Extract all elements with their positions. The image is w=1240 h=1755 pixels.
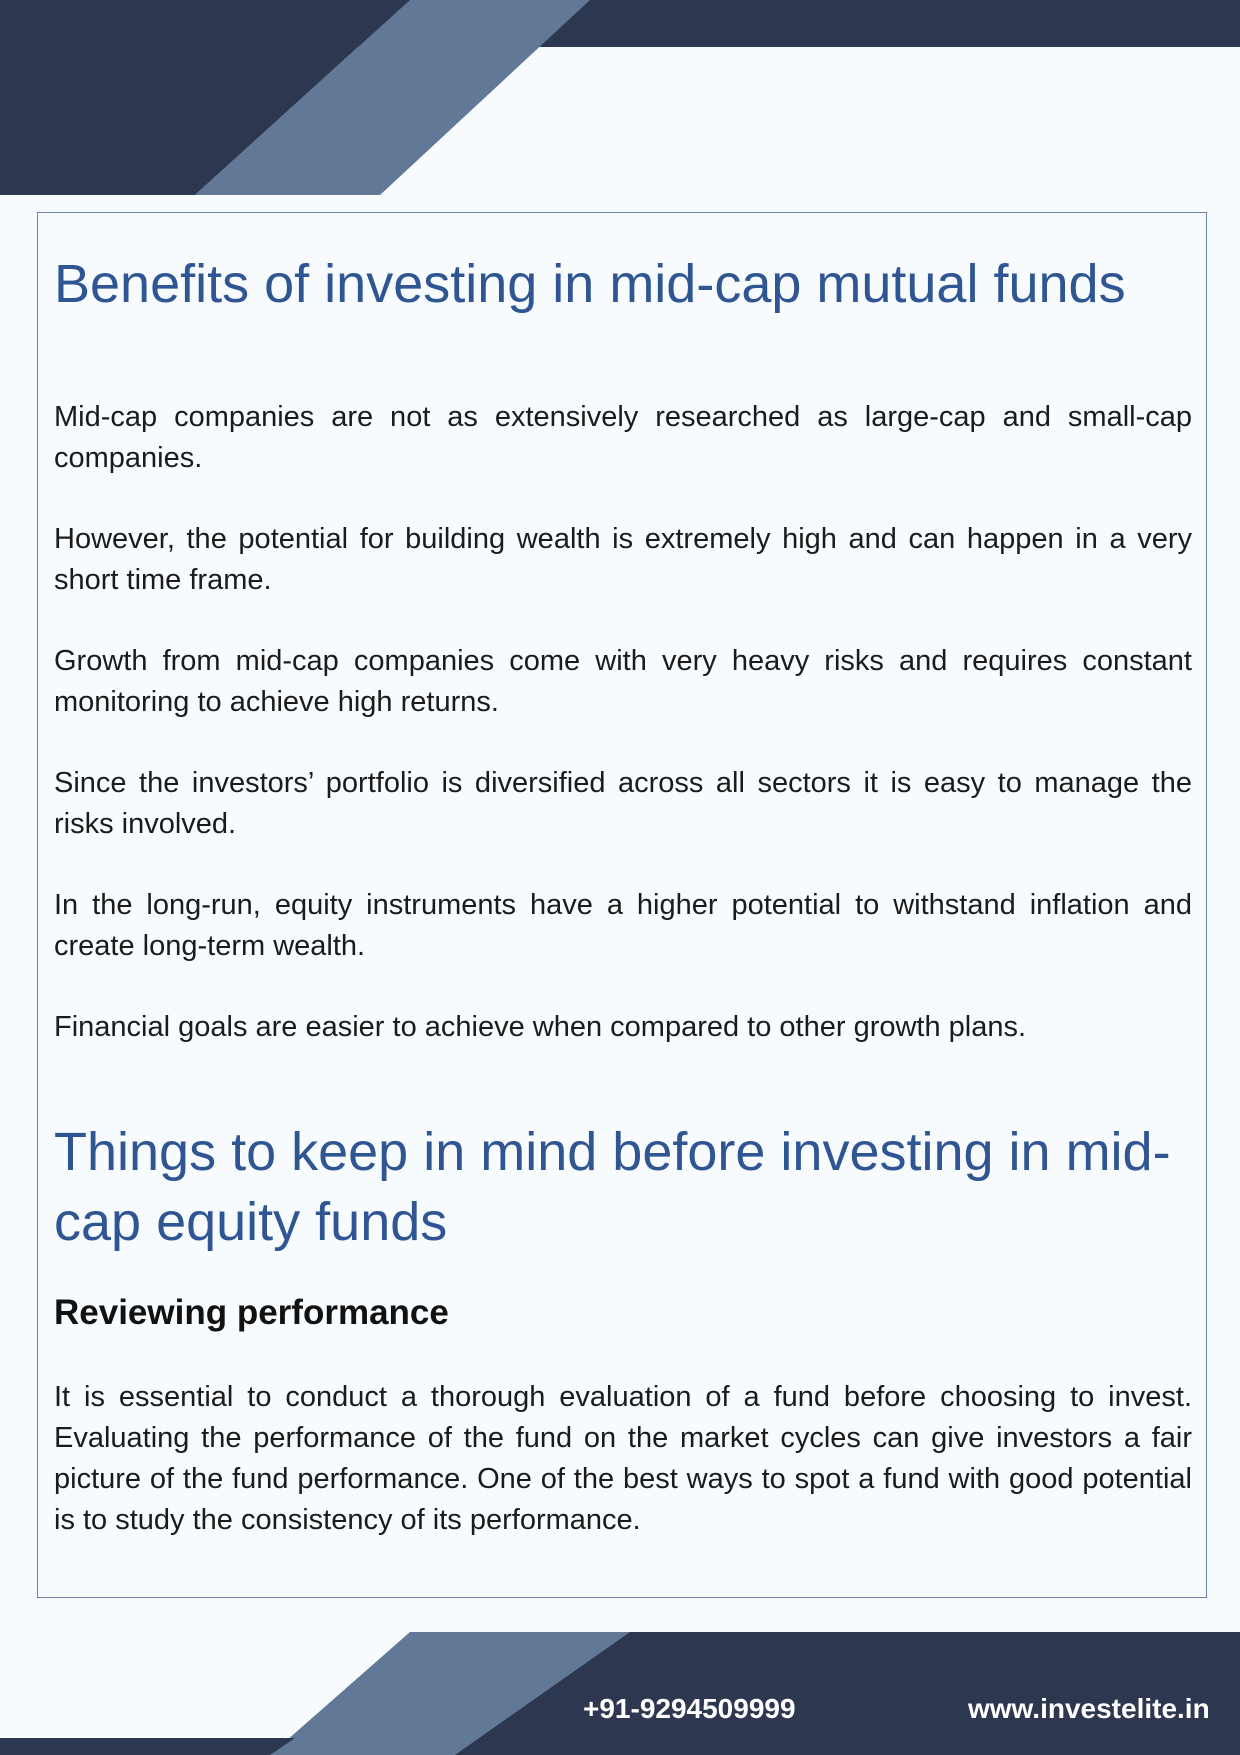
benefit-paragraph: Financial goals are easier to achieve when compared to other growth plans. xyxy=(54,1011,1027,1043)
benefit-paragraph: Mid-cap companies are not as extensively researched as large-cap and small-cap companies. xyxy=(54,401,1192,474)
reviewing-paragraph: It is essential to conduct a thorough evaluation of a fund before choosing to invest. Evaluating the performance of the fund on the market cycles can give investors a fair picture of the fund performance. One of the best ways to spot a fund with good potential is to study the consistency of its performance. xyxy=(54,1381,1192,1536)
heading-benefits: Benefits of investing in mid-cap mutual funds xyxy=(54,254,1126,314)
footer-phone: +91-9294509999 xyxy=(583,1693,796,1724)
benefit-paragraph: Growth from mid-cap companies come with very heavy risks and requires constant monitoring to achieve high returns. xyxy=(54,645,1192,718)
footer-left-strip xyxy=(0,1738,295,1755)
benefit-paragraph: However, the potential for building wealth is extremely high and can happen in a very short time frame. xyxy=(54,523,1192,596)
benefit-paragraph: Since the investors’ portfolio is diversified across all sectors it is easy to manage the risks involved. xyxy=(54,767,1192,840)
content-frame xyxy=(37,212,1207,1598)
subheading-reviewing-performance: Reviewing performance xyxy=(54,1293,449,1332)
benefit-paragraph: In the long-run, equity instruments have a higher potential to withstand inflation and create long-term wealth. xyxy=(54,889,1192,962)
footer-website[interactable]: www.investelite.in xyxy=(968,1693,1210,1724)
heading-things-to-keep-in-mind: Things to keep in mind before investing in mid-cap equity funds xyxy=(54,1122,1171,1252)
